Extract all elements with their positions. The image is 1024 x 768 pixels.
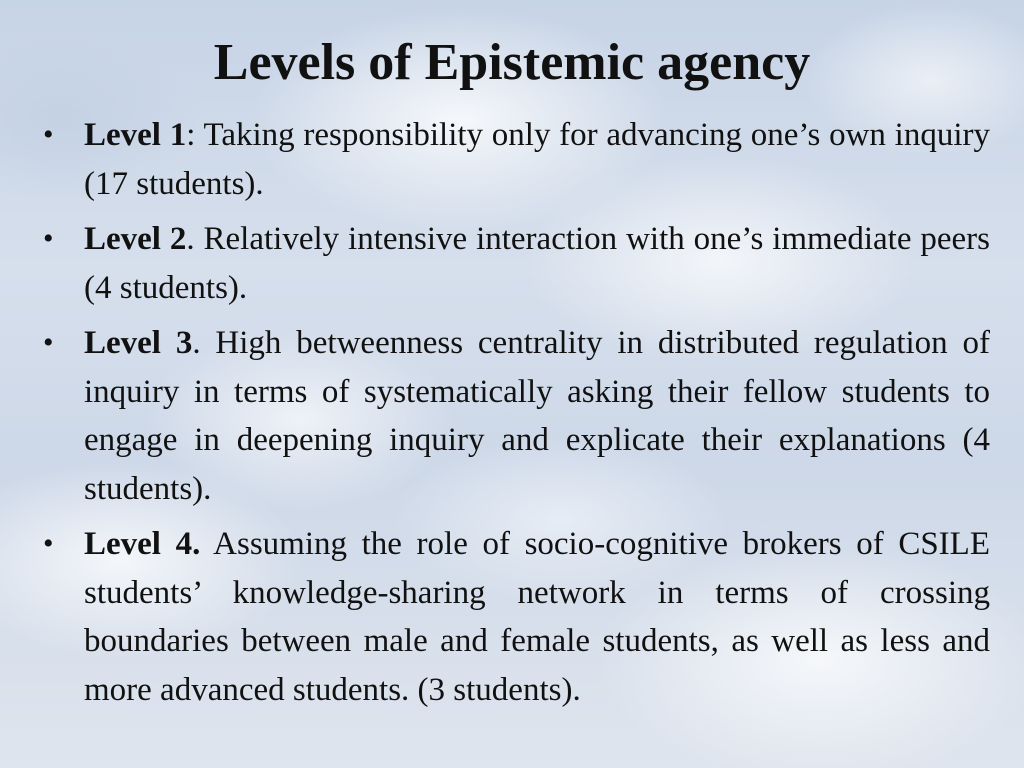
- level-label: Level 3: [84, 325, 193, 361]
- list-item-level-2: [40, 215, 990, 312]
- list-item-level-4: [40, 520, 990, 714]
- bullet-icon: •: [43, 527, 54, 560]
- list-item-level-1: [40, 111, 990, 208]
- bullet-icon: •: [43, 326, 54, 359]
- level-description: Assuming the role of socio-cognitive brokers of CSILE students’ knowledge-sharing network in terms of crossing boundaries between male and female students, as well as less and more advanced students. (3 students).: [84, 526, 990, 708]
- level-description: . Relatively intensive interaction with one’s immediate peers (4 students).: [84, 221, 990, 306]
- level-label: Level 2: [84, 221, 187, 257]
- list-item-level-3: [40, 319, 990, 513]
- bullet-icon: •: [43, 118, 54, 151]
- level-label: Level 4.: [84, 526, 201, 562]
- bullet-list: [40, 111, 990, 721]
- level-description: . High betweenness centrality in distributed regulation of inquiry in terms of systematically asking their fellow students to engage in deepening inquiry and explicate their explanations (4 students).: [84, 325, 990, 507]
- slide-title: Levels of Epistemic agency: [213, 34, 811, 91]
- bullet-icon: •: [43, 222, 54, 255]
- level-description: : Taking responsibility only for advancing one’s own inquiry (17 students).: [84, 117, 990, 202]
- level-label: Level 1: [84, 117, 187, 153]
